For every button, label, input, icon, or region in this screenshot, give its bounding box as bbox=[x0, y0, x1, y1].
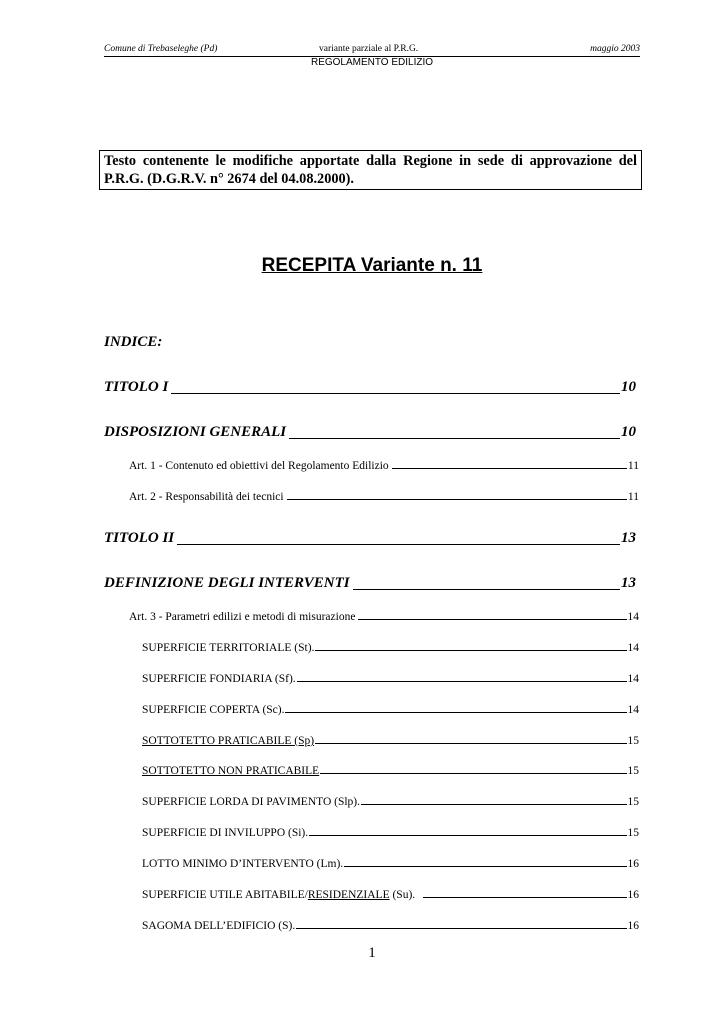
toc-label: LOTTO MINIMO D’INTERVENTO (Lm). bbox=[142, 858, 344, 870]
toc-page: 15 bbox=[627, 735, 639, 747]
toc-entry[interactable] bbox=[104, 379, 636, 396]
toc-label: SUPERFICIE COPERTA (Sc). bbox=[142, 704, 285, 716]
toc-label: Art. 3 - Parametri edilizi e metodi di misurazione bbox=[129, 611, 356, 623]
toc-label-part: SUPERFICIE UTILE ABITABILE/ bbox=[142, 889, 308, 901]
toc-page: 15 bbox=[627, 796, 639, 808]
toc-page: 15 bbox=[627, 827, 639, 839]
toc-entry[interactable] bbox=[142, 673, 639, 685]
toc-page: 16 bbox=[627, 920, 639, 932]
page-header bbox=[104, 43, 640, 57]
toc-label: Art. 2 - Responsabilità dei tecnici bbox=[129, 491, 284, 503]
toc-leader bbox=[392, 467, 627, 469]
toc-entry[interactable] bbox=[104, 575, 636, 592]
page-number: 1 bbox=[368, 945, 376, 961]
toc-page: 11 bbox=[627, 460, 639, 472]
toc-label-part: (Su). bbox=[389, 889, 416, 901]
toc-leader bbox=[344, 865, 626, 867]
toc-page: 16 bbox=[627, 858, 639, 870]
toc-leader bbox=[320, 772, 626, 774]
toc-page: 14 bbox=[627, 704, 639, 716]
document-title-text: RECEPITA Variante n. 11 bbox=[261, 255, 483, 276]
toc-entry[interactable] bbox=[142, 889, 639, 901]
toc-page: 10 bbox=[621, 379, 636, 395]
toc-entry[interactable] bbox=[142, 704, 639, 716]
toc-page: 15 bbox=[627, 765, 639, 777]
toc-page: 11 bbox=[627, 491, 639, 503]
toc-entry[interactable] bbox=[129, 611, 639, 623]
toc-leader bbox=[296, 927, 626, 929]
header-document: variante parziale al P.R.G. bbox=[319, 44, 419, 54]
toc-leader bbox=[423, 896, 626, 898]
toc-label bbox=[142, 889, 415, 901]
toc-leader bbox=[361, 803, 626, 805]
toc-entry[interactable] bbox=[142, 642, 639, 654]
toc-leader bbox=[289, 437, 620, 439]
toc-label: DEFINIZIONE DEGLI INTERVENTI bbox=[104, 575, 350, 591]
toc-leader bbox=[287, 498, 627, 500]
toc-entry[interactable] bbox=[142, 796, 639, 808]
toc-leader bbox=[177, 543, 620, 545]
toc-leader bbox=[297, 680, 627, 682]
toc-label: SOTTOTETTO PRATICABILE (Sp) bbox=[142, 735, 315, 747]
toc-label: SUPERFICIE LORDA DI PAVIMENTO (Slp). bbox=[142, 796, 361, 808]
index-heading: INDICE: bbox=[104, 334, 163, 350]
toc-label: DISPOSIZIONI GENERALI bbox=[104, 424, 287, 440]
document-title bbox=[104, 255, 640, 277]
toc-label: SAGOMA DELL’EDIFICIO (S). bbox=[142, 920, 296, 932]
toc-entry[interactable] bbox=[142, 920, 639, 932]
toc-leader bbox=[315, 742, 626, 744]
notice-line-2: P.R.G. (D.G.R.V. n° 2674 del 04.08.2000). bbox=[104, 171, 354, 187]
toc-entry[interactable] bbox=[104, 424, 636, 441]
toc-leader bbox=[285, 711, 626, 713]
toc-label: SOTTOTETTO NON PRATICABILE bbox=[142, 765, 320, 777]
toc-entry[interactable] bbox=[104, 530, 636, 547]
toc-entry[interactable] bbox=[142, 827, 639, 839]
toc-page: 14 bbox=[627, 673, 639, 685]
toc-page: 13 bbox=[621, 575, 636, 591]
toc-entry[interactable] bbox=[142, 735, 639, 747]
toc-label: Art. 1 - Contenuto ed obiettivi del Regolamento Edilizio bbox=[129, 460, 389, 472]
notice-line-1: Testo contenente le modifiche apportate dalla Regione in sede di approvazione del bbox=[104, 153, 637, 169]
toc-leader bbox=[315, 649, 626, 651]
toc-page: 14 bbox=[627, 642, 639, 654]
toc-label-part-underlined: RESIDENZIALE bbox=[307, 889, 390, 901]
toc-leader bbox=[171, 392, 620, 394]
toc-label: SUPERFICIE TERRITORIALE (St). bbox=[142, 642, 315, 654]
toc-leader bbox=[353, 588, 620, 590]
toc-entry[interactable] bbox=[129, 491, 639, 503]
toc-label: TITOLO I bbox=[104, 379, 169, 395]
toc-entry[interactable] bbox=[142, 858, 639, 870]
toc-page: 16 bbox=[627, 889, 639, 901]
toc-label: SUPERFICIE DI INVILUPPO (Si). bbox=[142, 827, 309, 839]
toc-entry[interactable] bbox=[142, 765, 639, 777]
toc-leader bbox=[309, 834, 626, 836]
toc-label: TITOLO II bbox=[104, 530, 175, 546]
header-date: maggio 2003 bbox=[590, 44, 640, 54]
toc-page: 13 bbox=[621, 530, 636, 546]
notice-box bbox=[99, 150, 642, 190]
toc-page: 10 bbox=[621, 424, 636, 440]
header-subtitle: REGOLAMENTO EDILIZIO bbox=[310, 57, 434, 68]
header-municipality: Comune di Trebaseleghe (Pd) bbox=[104, 44, 218, 54]
toc-page: 14 bbox=[627, 611, 639, 623]
toc-leader bbox=[358, 618, 626, 620]
toc-label: SUPERFICIE FONDIARIA (Sf). bbox=[142, 673, 296, 685]
toc-entry[interactable] bbox=[129, 460, 639, 472]
